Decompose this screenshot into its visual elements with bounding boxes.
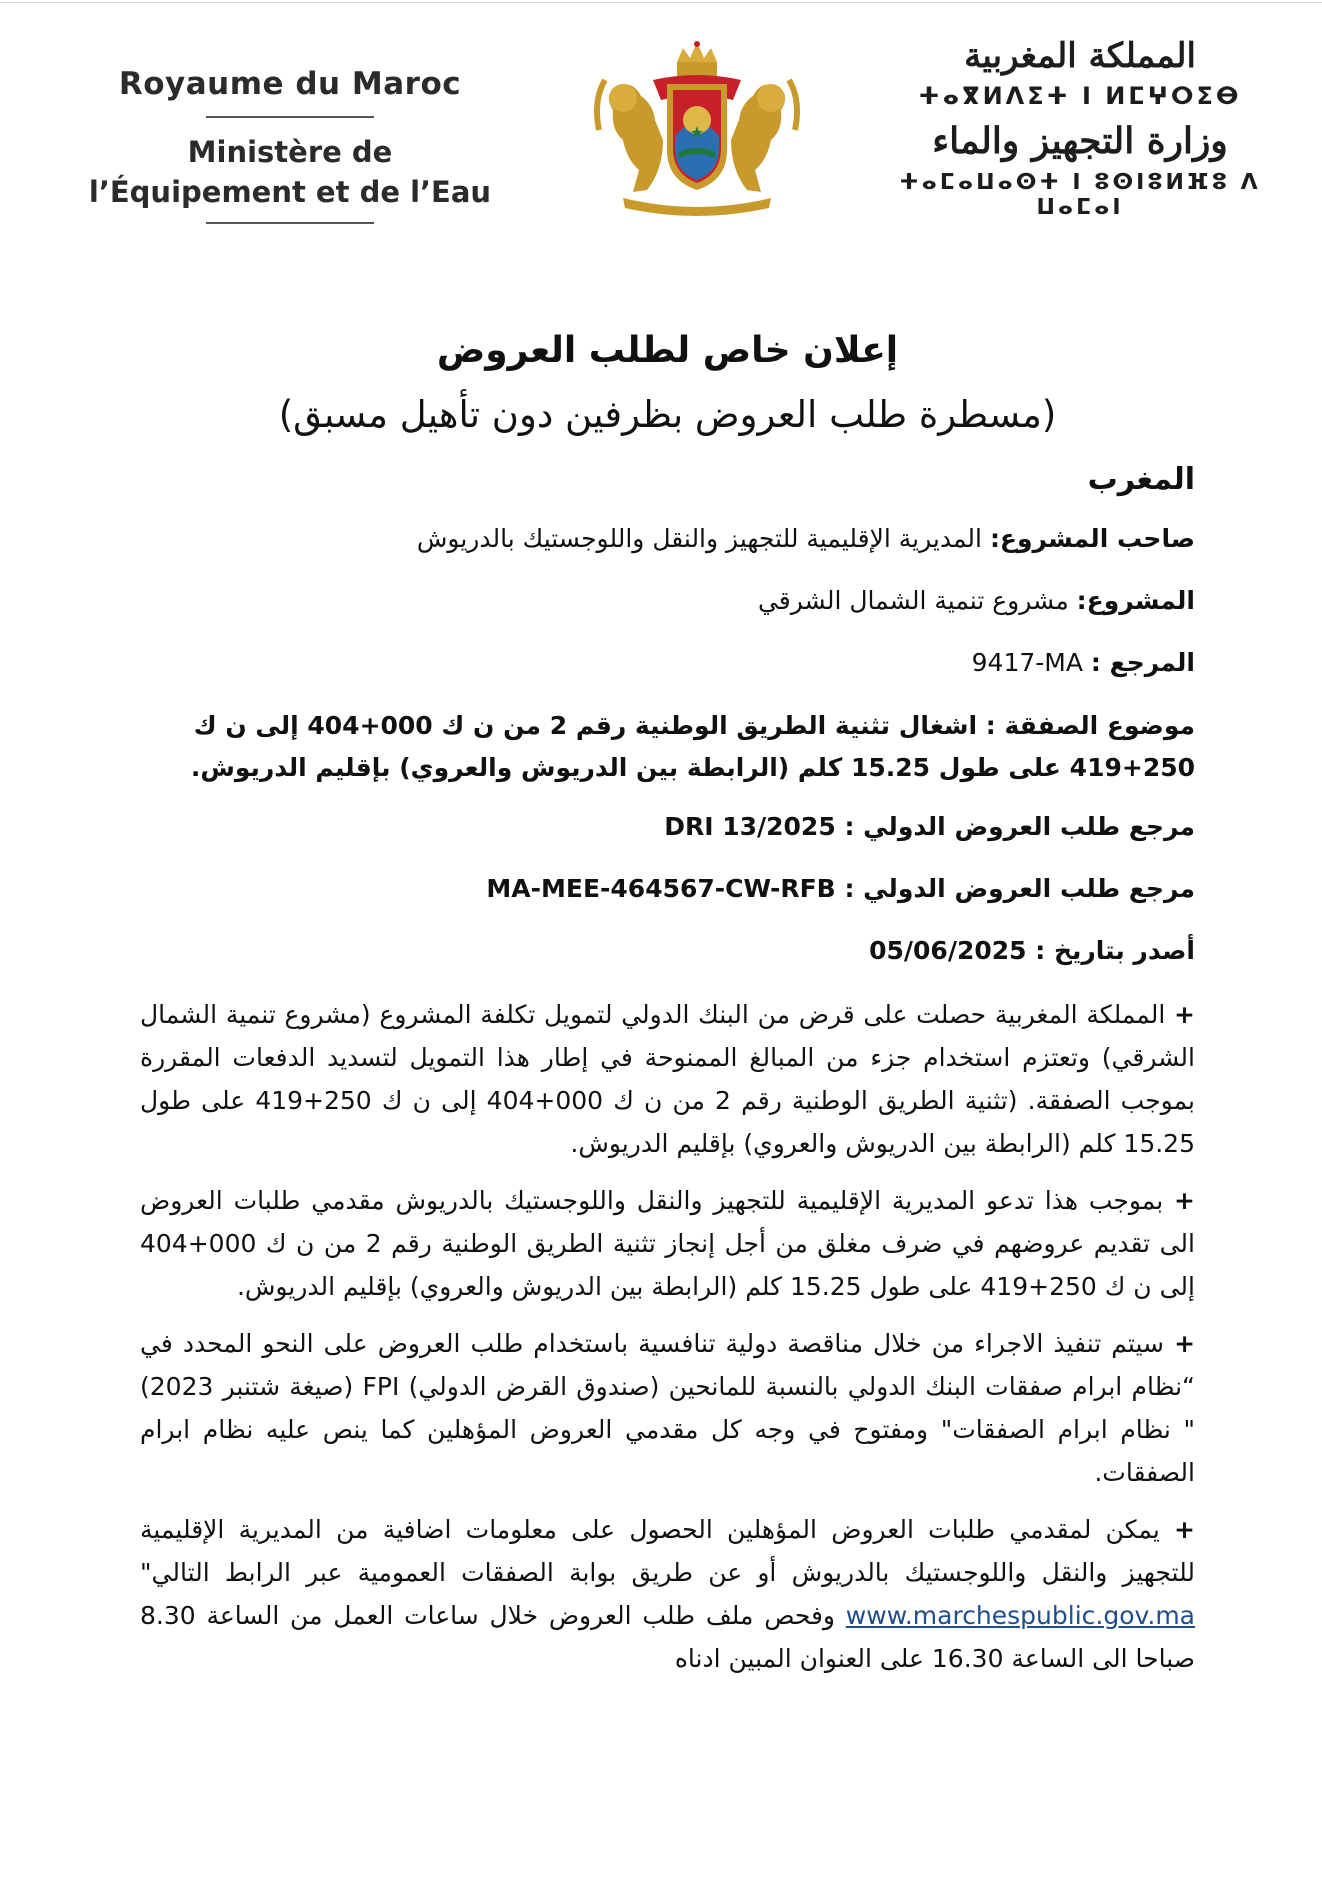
issue-date-value: 05/06/2025 : [869, 936, 1046, 965]
intl-reference-2-value: MA-MEE-464567-CW-RFB [486, 874, 836, 903]
paragraph-procedure-text: سيتم تنفيذ الاجراء من خلال مناقصة دولية تنافسية باستخدام طلب العروض على النحو المحدد في “نظام ابرام صفقات البنك الدولي بالنسبة للمانحين (صندوق القرض الدولي) FPI (صيغة شتنبر 2023) " نظام ابرام الصفقات" ومفتوح في وجه كل مقدمي العروض المؤهلين كما ينص عليه نظام ابرام الصفقات. [140, 1329, 1195, 1487]
project-owner-label: صاحب المشروع: [989, 524, 1195, 553]
top-divider [0, 2, 1322, 3]
paragraph-invitation [140, 1179, 1195, 1308]
issue-date [140, 931, 1195, 971]
reference-value: 9417-MA [971, 648, 1083, 677]
notice-body [140, 330, 1195, 1694]
intl-reference-2 [140, 869, 1195, 909]
procurement-portal-link[interactable]: www.marchespublic.gov.ma [845, 1601, 1195, 1630]
divider [206, 222, 374, 224]
plus-bullet-icon: + [1174, 1186, 1195, 1215]
plus-bullet-icon: + [1174, 1000, 1195, 1029]
project-owner-value: المديرية الإقليمية للتجهيز والنقل واللوجستيك بالدريوش [416, 524, 982, 553]
ar-kingdom-name: المملكة المغربية [964, 36, 1196, 76]
divider [206, 116, 374, 118]
notice-title: إعلان خاص لطلب العروض [436, 330, 899, 371]
right-lion-icon [731, 80, 797, 192]
tifinagh-ministry-name: ⵜⴰⵎⴰⵡⴰⵙⵜ ⵏ ⵓⵙⵏⵓⵍⴼⵓ ⴷ ⵡⴰⵎⴰⵏ [899, 170, 1261, 220]
shield-icon [667, 84, 727, 190]
paragraph-information [140, 1508, 1195, 1680]
contract-subject: موضوع الصفقة : اشغال تثنية الطريق الوطنية رقم 2 من ن ك 000+404 إلى ن ك 250+419 على طول 15.25 كلم (الرابطة بين الدريوش والعروي) بإقليم الدريوش. [190, 711, 1195, 782]
french-header [70, 66, 510, 224]
fr-ministry-line2: l’Équipement et de l’Eau [88, 175, 492, 209]
intl-reference-1 [140, 807, 1195, 847]
intl-reference-1-label: مرجع طلب العروض الدولي : [844, 812, 1195, 841]
intl-reference-1-value: DRI 13/2025 [664, 812, 836, 841]
royal-coat-of-arms-icon [583, 40, 811, 220]
plus-bullet-icon: + [1174, 1329, 1196, 1358]
ar-ministry-name: وزارة التجهيز والماء [932, 120, 1228, 162]
country: المغرب [1087, 462, 1195, 497]
fr-kingdom-name: Royaume du Maroc [118, 66, 462, 102]
project-label: المشروع: [1076, 586, 1195, 615]
paragraph-invitation-text: بموجب هذا تدعو المديرية الإقليمية للتجهيز والنقل واللوجستيك بالدريوش مقدمي طلبات العروض الى تقديم عروضهم في ضرف مغلق من أجل إنجاز تثنية الطريق الوطنية رقم 2 من ن ك 000+404 إلى ن ك 250+419 على طول 15.25 كلم (الرابطة بين الدريوش والعروي) بإقليم الدريوش. [140, 1186, 1195, 1301]
paragraph-information-text-before: يمكن لمقدمي طلبات العروض المؤهلين الحصول على معلومات اضافية من المديرية الإقليمية للتجهيز والنقل واللوجستيك بالدريوش أو عن طريق بوابة الصفقات العمومية عبر الرابط التالي" [140, 1515, 1195, 1587]
intl-reference-2-label: مرجع طلب العروض الدولي : [844, 874, 1195, 903]
tifinagh-kingdom-name: ⵜⴰⴳⵍⴷⵉⵜ ⵏ ⵍⵎⵖⵔⵉⴱ [918, 82, 1242, 110]
reference-label: المرجع : [1090, 648, 1195, 677]
fr-ministry-line1: Ministère de [187, 135, 393, 169]
paragraph-financing [140, 993, 1195, 1165]
arabic-header [880, 36, 1280, 220]
project [140, 581, 1195, 621]
reference [140, 643, 1195, 683]
paragraph-financing-text: المملكة المغربية حصلت على قرض من البنك الدولي لتمويل تكلفة المشروع (مشروع تنمية الشمال الشرقي) وتعتزم استخدام جزء من المبالغ الممنوحة في إطار هذا التمويل لتسديد الدفعات المقررة بموجب الصفقة. (تثنية الطريق الوطنية رقم 2 من ن ك 000+404 إلى ن ك 250+419 على طول 15.25 كلم (الرابطة بين الدريوش والعروي) بإقليم الدريوش. [140, 1000, 1196, 1158]
paragraph-information-text-after: وفحص ملف طلب العروض خلال ساعات العمل من الساعة 8.30 صباحا الى الساعة 16.30 على العنوان المبين ادناه [140, 1601, 1195, 1673]
project-owner [140, 519, 1195, 559]
crown-icon [677, 41, 717, 76]
paragraph-procedure [140, 1322, 1195, 1494]
plus-bullet-icon: + [1174, 1515, 1195, 1544]
project-value: مشروع تنمية الشمال الشرقي [757, 586, 1069, 615]
issue-date-label: أصدر بتاريخ [1053, 936, 1195, 965]
notice-subtitle: (مسطرة طلب العروض بظرفين دون تأهيل مسبق) [278, 393, 1057, 436]
left-lion-icon [597, 80, 663, 192]
